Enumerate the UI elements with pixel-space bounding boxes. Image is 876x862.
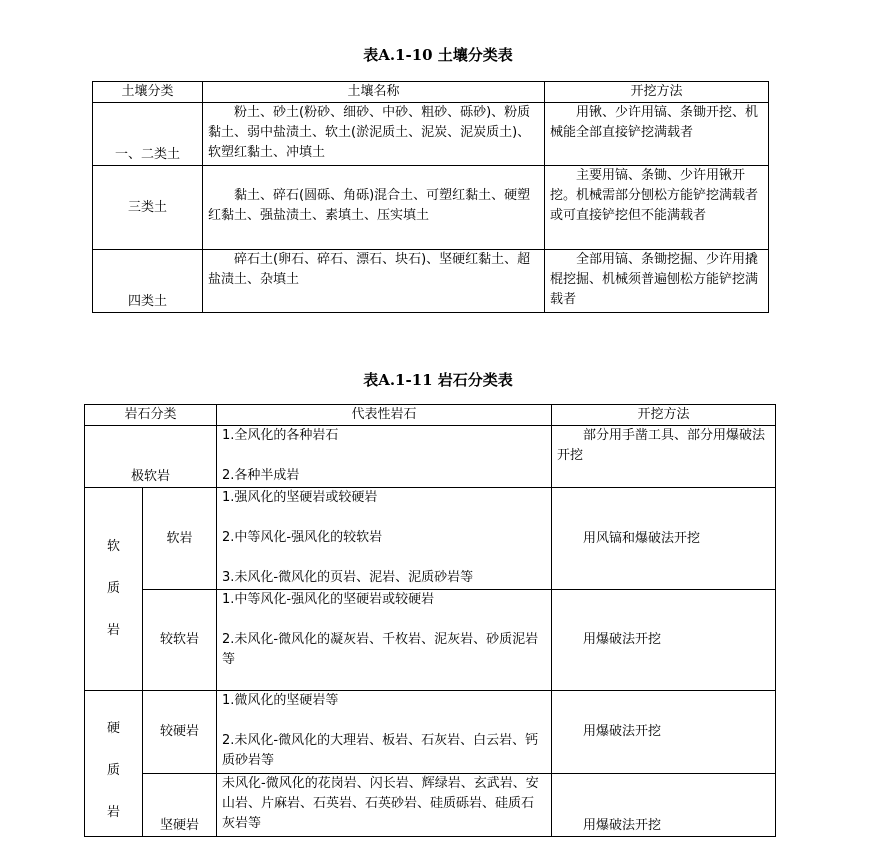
- soil-category: 三类土: [93, 166, 203, 250]
- header-excavation-method: 开挖方法: [552, 405, 776, 426]
- table1-title: 表A.1-10 土壤分类表: [363, 46, 513, 64]
- table-row: [85, 426, 776, 488]
- hard-rock-group-label: 硬 质 岩: [85, 691, 143, 837]
- representative-rock: 未风化-微风化的花岗岩、闪长岩、辉绿岩、玄武岩、安山岩、片麻岩、石英岩、石英砂岩、硅质砾岩、硅质石灰岩等: [217, 774, 552, 837]
- header-representative-rock: 代表性岩石: [217, 405, 552, 426]
- table-row: [85, 488, 776, 590]
- excavation-method: 部分用手凿工具、部分用爆破法开挖: [552, 426, 776, 488]
- rock-subcategory: 较硬岩: [143, 691, 217, 774]
- table-row: [85, 590, 776, 691]
- header-excavation-method: 开挖方法: [545, 82, 769, 103]
- soil-category: 一、二类土: [93, 103, 203, 166]
- header-soil-category: 土壤分类: [93, 82, 203, 103]
- soil-name: 黏土、碎石(圆砾、角砾)混合土、可塑红黏土、硬塑红黏土、强盐渍土、素填土、压实填土: [203, 166, 545, 250]
- excavation-method: 用锹、少许用镐、条锄开挖、机械能全部直接铲挖满载者: [545, 103, 769, 166]
- excavation-method: 全部用镐、条锄挖掘、少许用撬棍挖掘、机械须普遍刨松方能铲挖满载者: [545, 250, 769, 313]
- excavation-method: 用爆破法开挖: [552, 774, 776, 837]
- table2-title: 表A.1-11 岩石分类表: [363, 371, 513, 389]
- excavation-method: 用风镐和爆破法开挖: [552, 488, 776, 590]
- table-row: [93, 166, 769, 250]
- rock-subcategory: 较软岩: [143, 590, 217, 691]
- representative-rock: 1.全风化的各种岩石 2.各种半成岩: [217, 426, 552, 488]
- representative-rock: 1.中等风化-强风化的坚硬岩或较硬岩 2.未风化-微风化的凝灰岩、千枚岩、泥灰岩、砂质泥岩等: [217, 590, 552, 691]
- soil-classification-table: [92, 81, 769, 313]
- soil-name: 碎石土(卵石、碎石、漂石、块石)、坚硬红黏土、超盐渍土、杂填土: [203, 250, 545, 313]
- soil-name: 粉土、砂土(粉砂、细砂、中砂、粗砂、砾砂)、粉质黏土、弱中盐渍土、软土(淤泥质土、泥炭、泥炭质土)、软塑红黏土、冲填土: [203, 103, 545, 166]
- header-soil-name: 土壤名称: [203, 82, 545, 103]
- table-row: [93, 250, 769, 313]
- table-row: [85, 774, 776, 837]
- soft-rock-group-label: 软 质 岩: [85, 488, 143, 691]
- rock-subcategory: 软岩: [143, 488, 217, 590]
- excavation-method: 主要用镐、条锄、少许用锹开挖。机械需部分刨松方能铲挖满载者或可直接铲挖但不能满载者: [545, 166, 769, 250]
- excavation-method: 用爆破法开挖: [552, 691, 776, 774]
- header-rock-category: 岩石分类: [85, 405, 217, 426]
- representative-rock: 1.强风化的坚硬岩或较硬岩 2.中等风化-强风化的较软岩 3.未风化-微风化的页岩、泥岩、泥质砂岩等: [217, 488, 552, 590]
- rock-subcategory: 坚硬岩: [143, 774, 217, 837]
- representative-rock: 1.微风化的坚硬岩等 2.未风化-微风化的大理岩、板岩、石灰岩、白云岩、钙质砂岩等: [217, 691, 552, 774]
- excavation-method: 用爆破法开挖: [552, 590, 776, 691]
- soil-category: 四类土: [93, 250, 203, 313]
- table-row: [93, 103, 769, 166]
- rock-classification-table: [84, 404, 776, 837]
- rock-category: 极软岩: [85, 426, 217, 488]
- table-row: [85, 691, 776, 774]
